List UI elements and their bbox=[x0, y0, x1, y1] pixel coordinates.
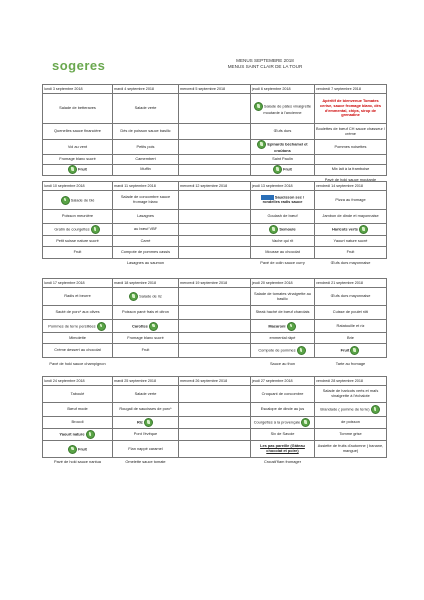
menu-cell: Boulettes de bœuf CH sauce chasseur / crème bbox=[315, 124, 387, 140]
menu-cell: Taboulé bbox=[43, 386, 113, 403]
alternative-cell: Tarte au fromage bbox=[335, 360, 366, 366]
menu-cell bbox=[251, 94, 315, 124]
day-header: vendredi 21 septembre 2018 bbox=[315, 279, 387, 288]
organic-leaf-icon bbox=[359, 225, 368, 234]
organic-leaf-icon bbox=[144, 418, 153, 427]
alternative-row bbox=[43, 458, 387, 468]
menu-cell: Poisson meunière bbox=[43, 210, 113, 224]
menu-cell bbox=[179, 164, 251, 175]
menu-cell: Petits pois bbox=[113, 140, 179, 155]
organic-leaf-icon bbox=[68, 445, 77, 454]
menu-row bbox=[43, 94, 387, 124]
alternative-cell: Œufs durs mayonnaise bbox=[330, 259, 371, 265]
menu-cell: Six de Savoie bbox=[251, 429, 315, 441]
menu-cell: Rougail de saucisses de porc* bbox=[113, 403, 179, 417]
menu-cell: Vol au vent bbox=[43, 140, 113, 155]
menu-row bbox=[43, 236, 387, 247]
menu-cell bbox=[179, 191, 251, 210]
menu-cell: Mimolette bbox=[43, 333, 113, 344]
menu-cell: Muffin bbox=[113, 164, 179, 175]
week-3-header-row bbox=[43, 279, 387, 288]
menu-cell bbox=[179, 94, 251, 124]
menu-cell-text: Fruit bbox=[78, 166, 87, 172]
menu-cell bbox=[179, 247, 251, 259]
day-header: vendredi 28 septembre 2018 bbox=[315, 377, 387, 386]
menu-cell: Croquant de concombre bbox=[251, 386, 315, 403]
menu-cell: Ratatouille et riz bbox=[315, 320, 387, 333]
menu-cell-text: Fruit bbox=[340, 347, 350, 353]
menu-cell: Compote de pommes cassis bbox=[113, 247, 179, 259]
menu-cell bbox=[43, 429, 113, 441]
organic-leaf-icon bbox=[254, 102, 263, 111]
menu-cell: Les pas pareille (Gâteau chocolat et poire) bbox=[251, 441, 315, 458]
menu-cell: Salade verte bbox=[113, 94, 179, 124]
day-header: jeudi 20 septembre 2018 bbox=[251, 279, 315, 288]
menu-cell-text: Semoule bbox=[279, 226, 296, 232]
menu-cell: Mousse au chocolat bbox=[251, 247, 315, 259]
alternative-cell: Pavé de colin sauce curry bbox=[260, 259, 305, 265]
organic-leaf-icon bbox=[273, 165, 282, 174]
day-header: mercredi 26 septembre 2018 bbox=[179, 377, 251, 386]
menu-row bbox=[43, 429, 387, 441]
menu-cell: Salade de tomates vinaigrette au basilic bbox=[251, 288, 315, 306]
menu-cell-text: Compote de pommes bbox=[258, 347, 296, 353]
day-header: vendredi 7 septembre 2018 bbox=[315, 85, 387, 94]
menu-cell-text: Brandade ( pomme de terre) bbox=[320, 406, 370, 412]
day-header: mardi 4 septembre 2018 bbox=[113, 85, 179, 94]
menu-row bbox=[43, 441, 387, 458]
week-1-header-row bbox=[43, 85, 387, 94]
menu-cell bbox=[179, 429, 251, 441]
menu-cell bbox=[315, 224, 387, 236]
menu-cell: Brie bbox=[315, 333, 387, 344]
menu-cell bbox=[179, 344, 251, 358]
day-header: mardi 11 septembre 2018 bbox=[113, 182, 179, 191]
menu-cell: Pizza au fromage bbox=[315, 191, 387, 210]
week-2-header-row bbox=[43, 182, 387, 191]
menu-row bbox=[43, 210, 387, 224]
menu-cell: Crème dessert au chocolat bbox=[43, 344, 113, 358]
organic-leaf-icon bbox=[91, 225, 100, 234]
menu-cell bbox=[43, 224, 113, 236]
menu-cell: Fruit bbox=[315, 247, 387, 259]
menu-cell: Fruit bbox=[113, 344, 179, 358]
week-2-table bbox=[42, 181, 387, 268]
menu-row bbox=[43, 306, 387, 320]
menu-cell: Œufs durs mayonnaise bbox=[315, 288, 387, 306]
menu-row bbox=[43, 140, 387, 155]
menu-cell: Assiette de fruits d'automne ( banane, mangue) bbox=[315, 441, 387, 458]
title-line-1: MENUS SEPTEMBRE 2018 bbox=[236, 58, 294, 63]
menu-cell bbox=[43, 320, 113, 333]
menu-cell bbox=[179, 236, 251, 247]
alternative-cell bbox=[113, 358, 179, 371]
day-header: mercredi 12 septembre 2018 bbox=[179, 182, 251, 191]
menu-cell: Pommes noisettes bbox=[315, 140, 387, 155]
day-header: mardi 18 septembre 2018 bbox=[113, 279, 179, 288]
menu-cell-text: Salade de blé bbox=[70, 197, 95, 203]
organic-leaf-icon bbox=[68, 165, 77, 174]
menu-row bbox=[43, 344, 387, 358]
menu-cell bbox=[43, 164, 113, 175]
menu-cell bbox=[179, 386, 251, 403]
menu-cell bbox=[251, 320, 315, 333]
menu-cell: Camembert bbox=[113, 154, 179, 164]
week-4-table bbox=[42, 376, 387, 468]
title-line-2: MENUS SAINT CLAIR DE LA TOUR bbox=[227, 64, 303, 69]
day-header: lundi 24 septembre 2018 bbox=[43, 377, 113, 386]
menu-cell bbox=[179, 154, 251, 164]
menu-cell: Cuisse de poulet rôti bbox=[315, 306, 387, 320]
alternative-cell: Lasagnes au saumon bbox=[126, 259, 165, 265]
day-header: lundi 17 septembre 2018 bbox=[43, 279, 113, 288]
menu-cell-text: Fruit bbox=[283, 166, 292, 172]
menu-row bbox=[43, 288, 387, 306]
menu-row bbox=[43, 333, 387, 344]
menu-cell: Radis et beurre bbox=[43, 288, 113, 306]
menu-cell: Salade de concombre sauce fromage blanc bbox=[113, 191, 179, 210]
alternative-cell: Sauce au thon bbox=[269, 360, 296, 366]
menu-cell bbox=[251, 224, 315, 236]
day-header: jeudi 13 septembre 2018 bbox=[251, 182, 315, 191]
organic-leaf-icon bbox=[350, 346, 359, 355]
menu-cell: Saint Paulin bbox=[251, 154, 315, 164]
day-header: mercredi 19 septembre 2018 bbox=[179, 279, 251, 288]
organic-leaf-icon bbox=[61, 196, 70, 205]
menu-cell: Salade de betteraves bbox=[43, 94, 113, 124]
menu-cell bbox=[43, 191, 113, 210]
menu-row bbox=[43, 417, 387, 429]
sogeres-logo: sogeres bbox=[52, 58, 106, 73]
organic-leaf-icon bbox=[257, 140, 266, 149]
menu-cell bbox=[179, 403, 251, 417]
alternative-cell: Pavé de hoki sauce champignon bbox=[49, 360, 106, 366]
menu-row bbox=[43, 320, 387, 333]
menu-cell: Tomme grise bbox=[315, 429, 387, 441]
alternative-row bbox=[43, 259, 387, 268]
organic-leaf-icon bbox=[97, 322, 106, 331]
menu-cell: emmental râpé bbox=[251, 333, 315, 344]
menu-cell: Fruit bbox=[43, 247, 113, 259]
menu-cell: Brocoli bbox=[43, 417, 113, 429]
organic-leaf-icon bbox=[269, 225, 278, 234]
organic-leaf-icon bbox=[86, 430, 95, 439]
menu-cell bbox=[251, 140, 315, 155]
page-title bbox=[200, 58, 330, 70]
menu-cell-text: Haricots verts bbox=[331, 226, 358, 232]
menu-cell bbox=[113, 320, 179, 333]
menu-cell: de poisson bbox=[315, 417, 387, 429]
day-header: mardi 25 septembre 2018 bbox=[113, 377, 179, 386]
menu-cell bbox=[179, 140, 251, 155]
menu-cell bbox=[179, 124, 251, 140]
menu-cell-text: Macaroni bbox=[268, 323, 286, 329]
menu-row bbox=[43, 164, 387, 175]
menu-row bbox=[43, 224, 387, 236]
menu-cell: Bœuf mode bbox=[43, 403, 113, 417]
alternative-row bbox=[43, 358, 387, 371]
day-header: jeudi 27 septembre 2018 bbox=[251, 377, 315, 386]
menu-cell-text: Saucisson sec / rondelles radis sauce bbox=[262, 194, 305, 205]
menu-cell-highlight: Apéritif de bienvenue Tomates cerise, sauce fromage blanc, dés d'emmental, chips, sirop de grenadine bbox=[315, 94, 387, 124]
alternative-cell: Omelette sauce tomate bbox=[125, 459, 166, 465]
menu-cell bbox=[179, 288, 251, 306]
alternative-cell: Pavé de hoki sauce moutarde bbox=[324, 176, 377, 182]
day-header: mercredi 5 septembre 2018 bbox=[179, 85, 251, 94]
menu-cell-text: Carottes bbox=[132, 323, 148, 329]
menu-cell-text: Epinards béchamel et croûtons bbox=[267, 141, 308, 153]
menu-cell bbox=[179, 417, 251, 429]
menu-row bbox=[43, 403, 387, 417]
menu-cell-text: Salade de riz bbox=[139, 293, 162, 299]
alternative-cell bbox=[179, 358, 251, 371]
menu-cell bbox=[179, 210, 251, 224]
menu-cell: Vache qui rit bbox=[251, 236, 315, 247]
menu-cell: au bœuf VBF bbox=[113, 224, 179, 236]
menu-cell: Escalope de dinde au jus bbox=[251, 403, 315, 417]
menu-row bbox=[43, 124, 387, 140]
menu-cell bbox=[251, 344, 315, 358]
menu-cell: Jambon de dinde et mayonnaise bbox=[315, 210, 387, 224]
menu-cell bbox=[113, 417, 179, 429]
alternative-cell bbox=[315, 458, 387, 468]
alternative-cell bbox=[179, 458, 251, 468]
organic-leaf-icon bbox=[287, 322, 296, 331]
menu-cell bbox=[315, 403, 387, 417]
menu-cell-text: Fruit bbox=[78, 446, 87, 452]
menu-row bbox=[43, 247, 387, 259]
menu-cell-text: Courgettes à la provençale bbox=[253, 419, 301, 425]
menu-row bbox=[43, 154, 387, 164]
menu-cell bbox=[179, 441, 251, 458]
menu-cell bbox=[179, 320, 251, 333]
day-header: vendredi 14 septembre 2018 bbox=[315, 182, 387, 191]
menu-cell: Quenelles sauce financière bbox=[43, 124, 113, 140]
menu-row bbox=[43, 386, 387, 403]
menu-cell bbox=[315, 344, 387, 358]
menu-cell: Dés de poisson sauce basilic bbox=[113, 124, 179, 140]
menu-cell: Steak haché de bœuf charolais bbox=[251, 306, 315, 320]
organic-leaf-icon bbox=[129, 292, 138, 301]
menu-cell: Fromage blanc sucré bbox=[113, 333, 179, 344]
menu-cell-text: Riz bbox=[137, 419, 143, 425]
menu-cell-text: Gratin de courgettes bbox=[54, 226, 90, 232]
menu-cell: Œufs durs bbox=[251, 124, 315, 140]
menu-cell: Sauté de porc* aux olives bbox=[43, 306, 113, 320]
menu-cell bbox=[179, 224, 251, 236]
day-header: jeudi 6 septembre 2018 bbox=[251, 85, 315, 94]
menu-cell: Salade verte bbox=[113, 386, 179, 403]
menu-cell: Mix lait à la framboise bbox=[315, 164, 387, 175]
organic-leaf-icon bbox=[149, 322, 158, 331]
menu-cell-text: Yaourt nature bbox=[59, 431, 85, 437]
menu-cell-text: Salade de pâtes vinaigrette moutarde à l'ancienne bbox=[263, 103, 312, 115]
menu-cell: Goulash de bœuf bbox=[251, 210, 315, 224]
menu-cell: Poisson pané frais et citron bbox=[113, 306, 179, 320]
menu-cell bbox=[179, 333, 251, 344]
organic-leaf-icon bbox=[301, 418, 310, 427]
menu-cell: Lasagnes bbox=[113, 210, 179, 224]
menu-cell: Pont l'évêque bbox=[113, 429, 179, 441]
menu-cell: Yaourt nature sucré bbox=[315, 236, 387, 247]
menu-cell bbox=[251, 164, 315, 175]
menu-row bbox=[43, 191, 387, 210]
menu-cell bbox=[43, 441, 113, 458]
alternative-cell: Pavé de hoki sauce nantua bbox=[54, 459, 101, 465]
menu-cell: Salade de haricots verts et maïs vinaigrette à l'échalote bbox=[315, 386, 387, 403]
alternative-cell: Crousti'flam fromager bbox=[263, 459, 302, 465]
week-1-table bbox=[42, 84, 387, 184]
menu-cell: Carré bbox=[113, 236, 179, 247]
menu-cell bbox=[113, 288, 179, 306]
menu-cell: Fromage blanc sucré bbox=[43, 154, 113, 164]
day-header: lundi 10 septembre 2018 bbox=[43, 182, 113, 191]
menu-cell-text: Pommes de terre persillées bbox=[48, 323, 96, 329]
alternative-cell bbox=[43, 259, 113, 268]
week-4-header-row bbox=[43, 377, 387, 386]
week-3-table bbox=[42, 278, 387, 371]
menu-cell bbox=[179, 306, 251, 320]
menu-cell: Flan nappé caramel bbox=[113, 441, 179, 458]
menu-cell bbox=[315, 154, 387, 164]
organic-leaf-icon bbox=[371, 405, 380, 414]
menu-cell bbox=[251, 417, 315, 429]
menu-cell: Petit suisse nature sucré bbox=[43, 236, 113, 247]
day-header: lundi 3 septembre 2018 bbox=[43, 85, 113, 94]
menu-cell bbox=[251, 191, 315, 210]
organic-leaf-icon bbox=[297, 346, 306, 355]
alternative-cell bbox=[179, 259, 251, 268]
